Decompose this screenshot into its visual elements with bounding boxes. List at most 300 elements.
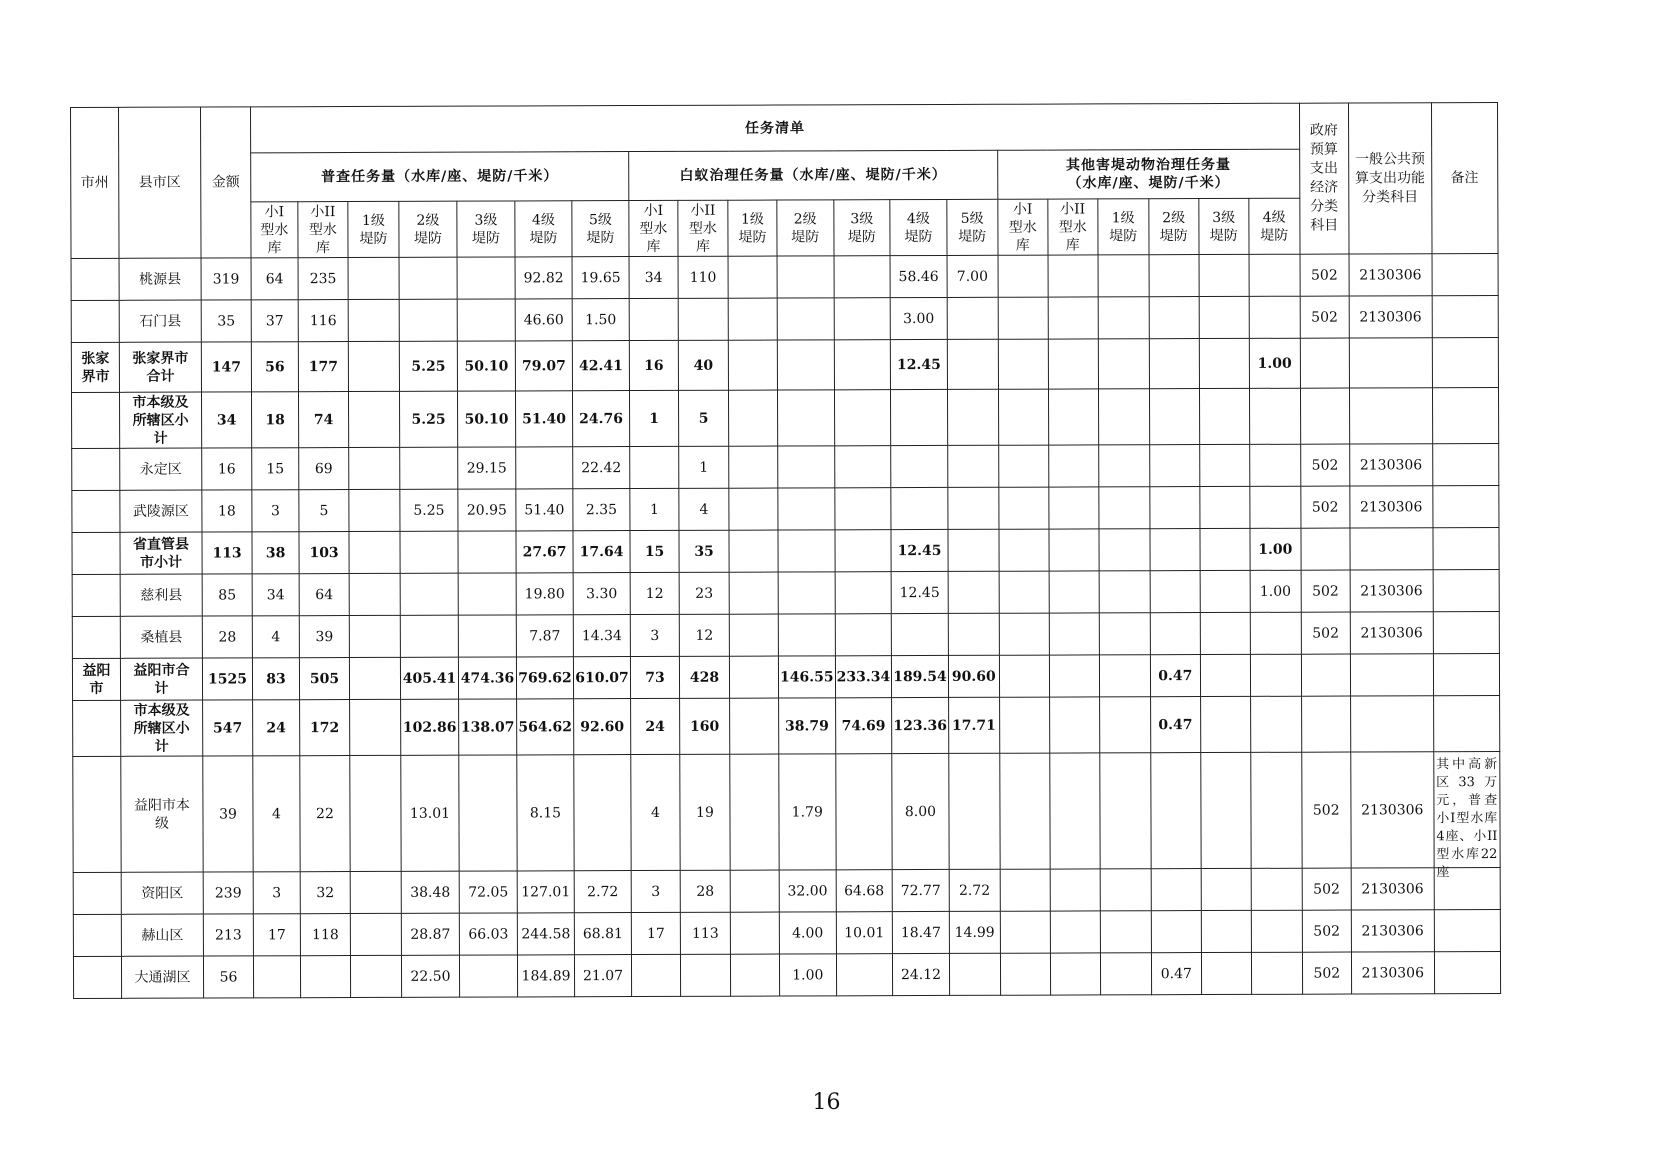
value-cell	[834, 298, 891, 340]
table-row	[72, 528, 1499, 575]
value-cell: 110	[678, 256, 728, 298]
value-cell	[891, 487, 948, 529]
value-cell: 79.07	[515, 341, 572, 391]
value-cell: 2.72	[574, 871, 631, 913]
value-cell	[728, 340, 777, 390]
value-cell	[349, 489, 400, 531]
value-cell	[778, 572, 835, 614]
value-cell: 38	[252, 532, 299, 574]
value-cell	[348, 299, 399, 341]
note-text	[1435, 532, 1496, 568]
value-cell	[834, 340, 891, 390]
value-cell: 2130306	[1350, 570, 1433, 612]
value-cell	[947, 389, 998, 445]
note-cell	[1432, 388, 1498, 444]
value-cell: 12.45	[891, 529, 948, 571]
value-cell	[891, 613, 948, 655]
subheader-cell	[399, 201, 457, 257]
value-cell: 51.40	[516, 489, 573, 531]
value-cell: 17.71	[948, 697, 999, 753]
value-cell	[1098, 339, 1149, 389]
value-cell: 17	[631, 912, 680, 954]
value-cell: 32	[300, 872, 350, 914]
value-cell	[835, 530, 892, 572]
value-cell: 405.41	[400, 657, 458, 699]
city-cell	[71, 300, 119, 342]
note-text	[1434, 258, 1495, 294]
value-cell	[835, 572, 892, 614]
value-cell	[1350, 528, 1433, 570]
value-cell: 147	[201, 342, 251, 392]
value-cell: 22.50	[401, 955, 459, 997]
subheader-cell	[348, 201, 399, 257]
value-cell	[1200, 696, 1250, 752]
value-cell: 213	[203, 914, 253, 956]
value-cell	[1300, 388, 1349, 444]
value-cell: 5	[678, 390, 728, 446]
value-cell	[253, 956, 300, 998]
value-cell	[728, 256, 777, 298]
value-cell	[631, 954, 680, 996]
subheader-label: 1级堤防	[738, 211, 767, 246]
value-cell	[1251, 952, 1302, 994]
note-text	[1434, 300, 1495, 336]
county-cell	[121, 914, 203, 956]
county-cell	[121, 872, 203, 914]
value-cell: 28	[202, 616, 252, 658]
county-cell	[120, 490, 202, 532]
value-cell: 1.50	[572, 299, 629, 341]
value-cell	[1150, 571, 1200, 613]
value-cell	[835, 614, 892, 656]
value-cell: 0.47	[1151, 953, 1201, 995]
value-cell	[1100, 911, 1151, 953]
value-cell: 19	[680, 754, 730, 870]
subheader-cell	[515, 201, 572, 257]
table-row	[72, 444, 1499, 491]
value-cell	[1349, 388, 1432, 444]
table-row	[71, 254, 1498, 301]
header-other-line2: （水库/座、堤防/千米）	[1067, 174, 1230, 192]
value-cell: 160	[680, 698, 730, 754]
value-cell	[1200, 486, 1250, 528]
value-cell	[836, 954, 893, 996]
value-cell	[730, 912, 779, 954]
value-cell: 92.82	[515, 257, 572, 299]
value-cell	[1098, 389, 1149, 445]
value-cell	[1249, 254, 1300, 296]
note-cell	[1432, 338, 1498, 388]
header-note: 备注	[1431, 103, 1498, 254]
county-name: 省直管县市小计	[132, 536, 190, 571]
value-cell	[1048, 389, 1098, 445]
value-cell: 1	[629, 390, 678, 446]
value-cell: 127.01	[517, 871, 574, 913]
value-cell	[459, 955, 517, 997]
value-cell	[1098, 255, 1149, 297]
value-cell: 502	[1300, 254, 1349, 296]
value-cell	[349, 531, 400, 573]
value-cell: 3	[252, 490, 299, 532]
value-cell: 10.01	[836, 912, 893, 954]
city-cell	[72, 574, 120, 616]
value-cell	[350, 913, 401, 955]
value-cell	[998, 389, 1048, 445]
value-cell: 16	[629, 340, 678, 390]
value-cell: 64.68	[836, 870, 893, 912]
value-cell: 5.25	[399, 391, 457, 447]
header-econ-text: 政府预算支出经济分类科目	[1309, 122, 1339, 234]
subheader-cell	[298, 202, 348, 258]
value-cell: 66.03	[459, 913, 517, 955]
value-cell	[680, 954, 730, 996]
value-cell: 505	[299, 658, 349, 700]
value-cell	[1199, 296, 1249, 338]
value-cell	[1301, 696, 1350, 752]
city-cell	[72, 532, 120, 574]
value-cell: 0.47	[1150, 697, 1200, 753]
value-cell	[728, 298, 777, 340]
value-cell	[1049, 571, 1099, 613]
value-cell: 50.10	[457, 341, 515, 391]
header-termite: 白蚁治理任务量（水库/座、堤防/千米）	[629, 150, 998, 200]
value-cell: 35	[201, 300, 251, 342]
value-cell: 4	[252, 616, 299, 658]
county-name: 张家界市合计	[132, 350, 189, 385]
county-cell	[120, 658, 202, 700]
value-cell	[948, 613, 999, 655]
value-cell	[1149, 297, 1199, 339]
value-cell: 474.36	[458, 657, 516, 699]
county-name: 益阳市合计	[133, 662, 190, 697]
value-cell: 21.07	[574, 955, 631, 997]
value-cell: 39	[203, 756, 253, 872]
value-cell	[891, 445, 948, 487]
value-cell	[777, 390, 834, 446]
header-county: 县市区	[119, 107, 202, 258]
value-cell	[998, 445, 1048, 487]
value-cell: 3	[253, 872, 300, 914]
value-cell: 18	[202, 490, 252, 532]
value-cell: 244.58	[517, 913, 574, 955]
value-cell	[1049, 697, 1099, 753]
value-cell: 116	[298, 300, 348, 342]
value-cell: 502	[1300, 444, 1349, 486]
table-row	[73, 696, 1500, 757]
county-name: 石门县	[139, 313, 182, 330]
value-cell	[730, 870, 779, 912]
header-city: 市州	[71, 107, 120, 258]
value-cell	[400, 615, 458, 657]
county-name: 市本级及所辖区小计	[133, 702, 190, 755]
value-cell: 72.77	[892, 869, 949, 911]
value-cell	[629, 298, 678, 340]
value-cell: 64	[299, 574, 349, 616]
value-cell: 4	[631, 754, 680, 870]
value-cell	[1000, 753, 1050, 869]
subheader-label: 小II型水库	[1058, 200, 1087, 254]
note-text	[1436, 658, 1497, 694]
note-cell	[1433, 486, 1499, 528]
county-name: 桃源县	[139, 271, 182, 288]
value-cell	[948, 529, 999, 571]
note-cell	[1433, 570, 1499, 612]
subheader-label: 4级堤防	[1260, 209, 1289, 244]
value-cell: 42.41	[572, 341, 629, 391]
value-cell	[834, 256, 891, 298]
value-cell: 22	[300, 756, 350, 872]
header-func-text: 一般公共预算支出功能分类科目	[1354, 150, 1426, 205]
value-cell	[400, 531, 458, 573]
table-row	[72, 570, 1499, 617]
value-cell	[730, 954, 779, 996]
value-cell	[1201, 868, 1251, 910]
value-cell: 28.87	[401, 913, 459, 955]
subheader-cell	[833, 200, 890, 256]
value-cell: 51.40	[515, 391, 572, 447]
value-cell: 20.95	[458, 489, 516, 531]
note-cell	[1434, 752, 1500, 881]
value-cell: 428	[679, 656, 729, 698]
subheader-label: 2级堤防	[1159, 209, 1188, 244]
value-cell: 184.89	[517, 955, 574, 997]
value-cell	[1050, 953, 1100, 995]
value-cell: 2.35	[573, 489, 630, 531]
note-cell	[1434, 952, 1500, 994]
value-cell: 15	[630, 530, 679, 572]
subheader-cell	[1098, 199, 1149, 255]
header-econ-class	[1299, 103, 1349, 254]
value-cell	[1049, 613, 1099, 655]
value-cell	[1099, 571, 1150, 613]
subheader-label: 小I型水库	[639, 202, 668, 255]
value-cell	[1250, 654, 1301, 696]
value-cell	[1100, 953, 1151, 995]
value-cell: 19.80	[516, 573, 573, 615]
value-cell: 3.30	[573, 573, 630, 615]
note-text	[1435, 574, 1496, 610]
value-cell	[1048, 339, 1098, 389]
value-cell	[1250, 696, 1301, 752]
value-cell	[1099, 529, 1150, 571]
note-text	[1435, 342, 1496, 386]
value-cell: 85	[202, 574, 252, 616]
value-cell	[834, 390, 891, 446]
subheader-label: 小I型水库	[260, 203, 289, 256]
value-cell: 16	[202, 448, 252, 490]
subheader-label: 3级堤防	[847, 210, 876, 245]
value-cell: 23	[679, 572, 729, 614]
value-cell: 73	[630, 656, 679, 698]
value-cell: 2130306	[1349, 254, 1432, 296]
value-cell: 83	[252, 658, 299, 700]
note-text	[1435, 392, 1496, 442]
value-cell	[947, 445, 998, 487]
value-cell: 2.72	[949, 869, 1000, 911]
value-cell: 15	[252, 448, 299, 490]
value-cell	[1100, 869, 1151, 911]
value-cell	[1150, 529, 1200, 571]
subheader-label: 2级堤防	[413, 212, 442, 247]
value-cell: 18.47	[893, 911, 950, 953]
value-cell: 502	[1301, 570, 1350, 612]
value-cell	[729, 530, 778, 572]
value-cell	[1048, 255, 1098, 297]
value-cell: 2130306	[1350, 612, 1433, 654]
subheader-cell	[457, 201, 515, 257]
city-cell	[73, 872, 121, 914]
note-cell	[1432, 296, 1498, 338]
value-cell: 24.76	[572, 391, 629, 447]
value-cell	[729, 446, 778, 488]
value-cell: 72.05	[459, 871, 517, 913]
value-cell: 4	[253, 756, 300, 872]
value-cell	[948, 571, 999, 613]
value-cell	[1050, 753, 1100, 869]
county-cell	[120, 448, 202, 490]
value-cell	[729, 656, 778, 698]
county-name: 桑植县	[140, 629, 183, 646]
value-cell: 32.00	[779, 870, 836, 912]
city-cell	[72, 490, 120, 532]
value-cell	[998, 255, 1048, 297]
city-cell	[71, 392, 119, 448]
value-cell	[1199, 444, 1249, 486]
table-row	[73, 868, 1500, 915]
county-cell	[121, 956, 203, 998]
value-cell	[1099, 487, 1150, 529]
value-cell: 4.00	[779, 912, 836, 954]
value-cell	[948, 487, 999, 529]
value-cell	[999, 613, 1049, 655]
value-cell	[1249, 388, 1300, 444]
subheader-label: 小II型水库	[308, 203, 337, 256]
city-cell	[72, 616, 120, 658]
value-cell: 5.25	[399, 341, 457, 391]
value-cell	[730, 698, 779, 754]
table-row	[71, 388, 1498, 449]
value-cell: 2130306	[1351, 952, 1434, 994]
value-cell: 610.07	[573, 657, 630, 699]
county-cell	[119, 258, 201, 300]
value-cell	[891, 389, 948, 445]
subheader-label: 3级堤防	[1209, 209, 1238, 244]
value-cell: 58.46	[890, 255, 947, 297]
value-cell	[999, 655, 1049, 697]
value-cell	[1151, 911, 1201, 953]
value-cell: 7.87	[516, 615, 573, 657]
value-cell: 90.60	[948, 655, 999, 697]
value-cell: 2130306	[1351, 910, 1434, 952]
value-cell: 1525	[202, 658, 252, 700]
value-cell: 12.45	[891, 571, 948, 613]
table-row	[71, 338, 1498, 393]
value-cell	[400, 573, 458, 615]
value-cell: 2130306	[1349, 296, 1432, 338]
value-cell	[349, 615, 400, 657]
subheader-cell	[728, 200, 777, 256]
value-cell: 113	[202, 532, 252, 574]
value-cell	[1250, 486, 1301, 528]
value-cell	[1301, 528, 1350, 570]
value-cell	[778, 446, 835, 488]
header-survey: 普查任务量（水库/座、堤防/千米）	[251, 152, 629, 202]
value-cell: 29.15	[458, 447, 516, 489]
value-cell: 38.48	[401, 871, 459, 913]
subheader-cell	[947, 199, 998, 255]
value-cell	[778, 614, 835, 656]
value-cell: 502	[1300, 296, 1349, 338]
value-cell: 502	[1301, 486, 1350, 528]
value-cell	[348, 341, 399, 391]
value-cell: 502	[1302, 868, 1351, 910]
value-cell: 1	[630, 488, 679, 530]
note-cell	[1433, 696, 1499, 752]
note-text	[1435, 490, 1496, 526]
table-row	[71, 296, 1498, 343]
county-cell	[121, 700, 203, 756]
value-cell: 1	[679, 446, 729, 488]
value-cell	[729, 488, 778, 530]
value-cell	[1251, 752, 1302, 868]
value-cell: 37	[251, 300, 298, 342]
value-cell: 8.00	[892, 753, 949, 869]
value-cell	[458, 573, 516, 615]
value-cell	[1200, 528, 1250, 570]
value-cell: 319	[201, 258, 251, 300]
value-cell	[778, 488, 835, 530]
header-amount: 金额	[201, 107, 252, 258]
city-cell	[73, 756, 121, 872]
header-other	[997, 149, 1299, 199]
value-cell: 34	[201, 392, 251, 448]
value-cell	[457, 299, 515, 341]
county-cell	[120, 574, 202, 616]
note-text	[1437, 956, 1498, 992]
value-cell	[777, 256, 834, 298]
county-cell	[119, 342, 201, 392]
value-cell	[1049, 655, 1099, 697]
value-cell: 12.45	[891, 339, 948, 389]
value-cell	[1000, 911, 1050, 953]
value-cell	[1151, 753, 1201, 869]
county-name: 资阳区	[141, 885, 184, 902]
value-cell: 3	[630, 614, 679, 656]
county-name: 武陵源区	[132, 503, 189, 520]
value-cell	[516, 447, 573, 489]
value-cell	[1098, 445, 1149, 487]
city-cell	[73, 956, 121, 998]
value-cell	[998, 339, 1048, 389]
value-cell	[999, 529, 1049, 571]
table-row	[72, 486, 1499, 533]
value-cell: 24	[631, 698, 680, 754]
note-text	[1435, 448, 1496, 484]
value-cell	[947, 339, 998, 389]
header-tasks: 任务清单	[251, 103, 1300, 153]
page-number: 16	[812, 1090, 841, 1115]
value-cell	[834, 446, 891, 488]
value-cell	[349, 447, 400, 489]
value-cell: 17.64	[573, 531, 630, 573]
value-cell	[349, 573, 400, 615]
value-cell: 2130306	[1351, 752, 1434, 868]
value-cell: 502	[1302, 952, 1351, 994]
value-cell: 2130306	[1350, 486, 1433, 528]
value-cell: 39	[299, 616, 349, 658]
subheader-label: 1级堤防	[359, 212, 388, 247]
value-cell: 40	[678, 340, 728, 390]
